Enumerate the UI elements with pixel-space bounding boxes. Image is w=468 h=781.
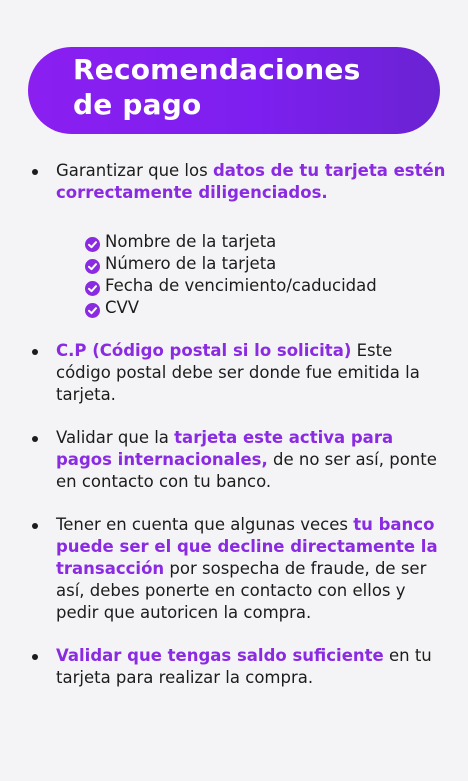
checklist-item xyxy=(85,253,448,275)
checklist-label: Fecha de vencimiento/caducidad xyxy=(105,276,377,295)
item-text: Validar que la xyxy=(56,428,175,447)
check-circle-icon xyxy=(85,303,100,318)
check-circle-icon xyxy=(85,237,100,252)
item-highlight: Validar que tengas saldo suficiente xyxy=(56,646,384,665)
recommendation-item-balance xyxy=(28,645,448,689)
recommendation-item-bank-decline xyxy=(28,514,448,624)
checklist-item xyxy=(85,297,448,319)
checklist-label: CVV xyxy=(105,298,140,317)
card-data-checklist xyxy=(85,231,448,319)
item-text-after: de no ser así, ponte en contacto con tu banco. xyxy=(56,450,437,491)
page-title-line-2: de pago xyxy=(73,88,202,121)
bullet-dot-icon xyxy=(32,523,38,529)
bullet-dot-icon xyxy=(32,436,38,442)
item-text: Tener en cuenta que algunas veces xyxy=(56,515,354,534)
page-title xyxy=(73,52,413,122)
recommendation-item-postal-code xyxy=(28,340,448,406)
page-title-line-1: Recomendaciones xyxy=(73,53,361,86)
item-text-after: Este código postal debe ser donde fue emitida la tarjeta. xyxy=(56,341,420,404)
item-text-after: en tu tarjeta para realizar la compra. xyxy=(56,646,432,687)
item-highlight: tarjeta este activa para pagos internacionales, xyxy=(56,428,394,469)
check-circle-icon xyxy=(85,259,100,274)
item-text-after: por sospecha de fraude, de ser así, debes ponerte en contacto con ellos y pedir que autoricen la compra. xyxy=(56,559,427,622)
check-circle-icon xyxy=(85,281,100,296)
recommendation-item-card-active xyxy=(28,427,448,493)
checklist-label: Nombre de la tarjeta xyxy=(105,232,277,251)
checklist-item xyxy=(85,275,448,297)
item-highlight: tu banco puede ser el que decline directamente la transacción xyxy=(56,515,438,578)
item-text: Garantizar que los xyxy=(56,161,213,180)
bullet-dot-icon xyxy=(32,654,38,660)
recommendations-list xyxy=(28,160,448,689)
checklist-label: Número de la tarjeta xyxy=(105,254,277,273)
checklist-item xyxy=(85,231,448,253)
recommendation-item-card-data xyxy=(28,160,448,319)
item-highlight: datos de tu tarjeta estén correctamente diligenciados. xyxy=(56,161,446,202)
item-highlight: C.P (Código postal si lo solicita) xyxy=(56,341,352,360)
bullet-dot-icon xyxy=(32,169,38,175)
bullet-dot-icon xyxy=(32,349,38,355)
